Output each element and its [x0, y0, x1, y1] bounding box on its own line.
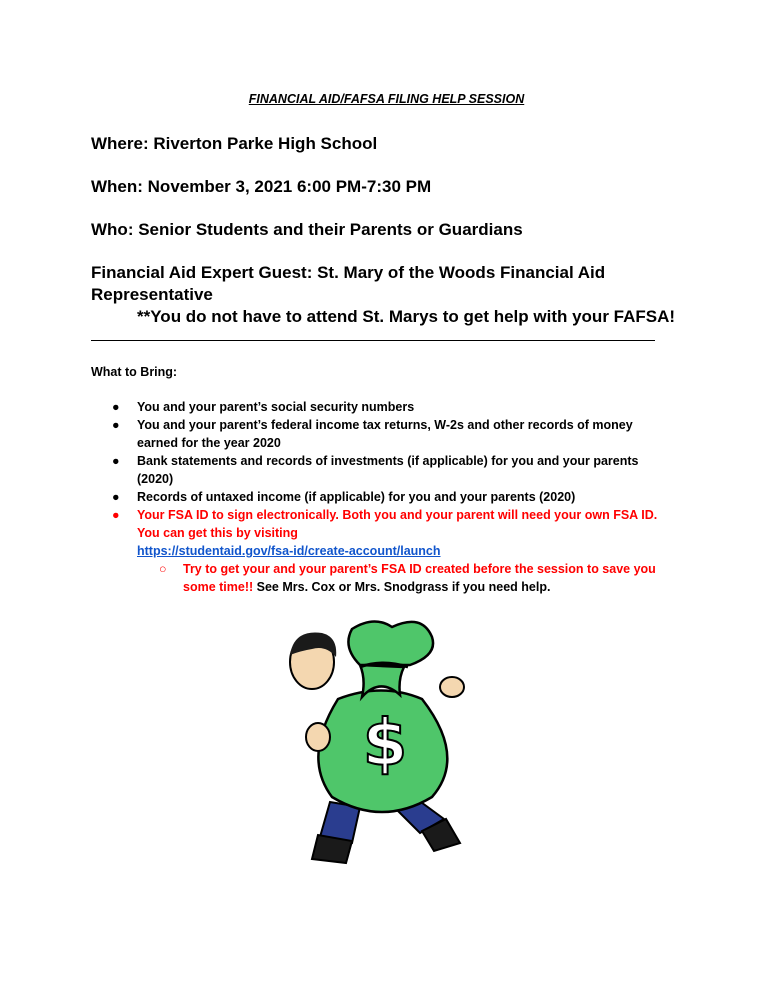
list-item	[112, 416, 672, 452]
guest-line-2: Representative	[91, 285, 213, 304]
guest-line-1: Financial Aid Expert Guest: St. Mary of the Woods Financial Aid	[91, 263, 606, 282]
list-item	[112, 488, 672, 506]
bullet-icon: ●	[112, 418, 120, 432]
list-item	[112, 452, 672, 488]
bullet-icon: ●	[112, 508, 120, 522]
money-bag-man-illustration	[282, 607, 492, 869]
where-line: Where: Riverton Parke High School	[91, 134, 378, 153]
flyer-title: FINANCIAL AID/FAFSA FILING HELP SESSION	[248, 92, 525, 106]
sub-bullet-icon: ○	[159, 562, 167, 576]
fsa-id-link[interactable]: https://studentaid.gov/fsa-id/create-account/launch	[137, 544, 441, 558]
sub-list-item	[137, 560, 672, 596]
list-item-fsa	[112, 506, 672, 596]
what-to-bring-heading: What to Bring:	[91, 365, 178, 379]
bullet-icon: ●	[112, 490, 120, 504]
fsa-item-text: Your FSA ID to sign electronically. Both you and your parent will need your own FSA ID. You can get this by visiting	[137, 508, 658, 540]
list-item-text: Bank statements and records of investments (if applicable) for you and your parents (2020)	[137, 454, 639, 486]
list-item-text: You and your parent’s federal income tax returns, W-2s and other records of money earned for the year 2020	[137, 418, 633, 450]
bring-list	[112, 398, 672, 596]
list-item-text: Records of untaxed income (if applicable) for you and your parents (2020)	[137, 490, 576, 504]
bullet-icon: ●	[112, 454, 120, 468]
attendance-note: **You do not have to attend St. Marys to get help with your FAFSA!	[137, 307, 676, 326]
when-line: When: November 3, 2021 6:00 PM-7:30 PM	[91, 177, 432, 196]
sub-list	[137, 560, 672, 596]
dollar-sign-icon: $	[362, 707, 408, 781]
list-item-text: You and your parent’s social security numbers	[137, 400, 415, 414]
divider	[91, 340, 655, 341]
list-item	[112, 398, 672, 416]
sub-item-red-text: Try to get your and your parent’s FSA ID created before the session to save you some time!!	[183, 562, 656, 594]
sub-item-help-text: See Mrs. Cox or Mrs. Snodgrass if you need help.	[253, 580, 551, 594]
bullet-icon: ●	[112, 400, 120, 414]
who-line: Who: Senior Students and their Parents or Guardians	[91, 220, 523, 239]
